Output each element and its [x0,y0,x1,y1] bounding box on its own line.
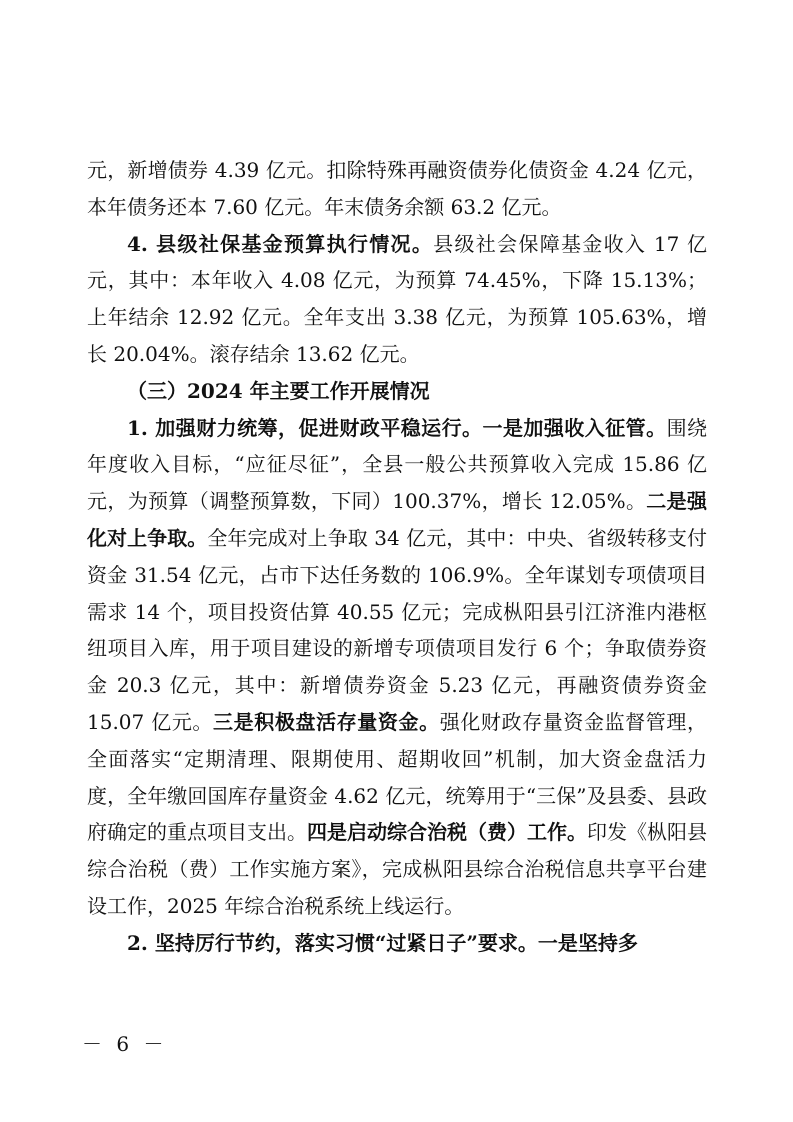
text-segment: 全年完成对上争取 34 亿元，其中：中央、省级转移支付资金 31.54 亿元，占市下达任务数的 106.9%。全年谋划专项债项目需求 14 个，项目投资估算 40.55 亿元；完成枞阳县引江济淮内港枢纽项目入库，用于项目建设的新增专项债项目发行 6 个；争取债券资金 20.3 亿元，其中：新增债券资金 5.23 亿元，再融资债券资金 15.07 亿元。 [87,525,708,734]
text-segment: 强化财政存量资金监督管理，全面落实“定期清理、限期使用、超期收回”机制，加大资金盘活力度，全年缴回国库存量资金 4.62 亿元，统筹用于“三保”及县委、县政府确定的重点项目支出。 [87,709,707,845]
text-segment: 印发《枞阳县综合治税（费）工作实施方案》，完成枞阳县综合治税信息共享平台建设工作，2025 年综合治税系统上线运行。 [87,820,707,918]
text-segment: 元，新增债券 4.39 亿元。扣除特殊再融资债券化债资金 4.24 亿元，本年债务还本 7.60 亿元。年末债务余额 63.2 亿元。 [87,158,707,219]
bold-text-segment: 1. 加强财力统筹，促进财政平稳运行。一是加强收入征管。 [127,415,667,440]
paragraph [87,410,707,925]
bold-text-segment: 三是积极盘活存量资金。 [213,709,440,734]
paragraph [87,152,707,226]
text-segment: 围绕年度收入目标，“应征尽征”，全县一般公共预算收入完成 15.86 亿元，为预算（调整预算数，下同）100.37%，增长 12.05%。 [87,415,708,514]
paragraph [87,925,707,962]
bold-text-segment: （三）2024 年主要工作开展情况 [127,378,430,403]
page-number: － 6 － [82,1032,168,1056]
bold-text-segment: 2. 坚持厉行节约，落实习惯“过紧日子”要求。一是坚持多 [127,930,638,955]
paragraph [87,226,707,373]
bold-text-segment: 二是强化对上争取。 [87,489,707,550]
paragraph [87,373,707,410]
text-segment: 县级社会保障基金收入 17 亿元，其中：本年收入 4.08 亿元，为预算 74.45%，下降 15.13%；上年结余 12.92 亿元。全年支出 3.38 亿元，为预算 105.63%，增长 20.04%。滚存结余 13.62 亿元。 [87,231,708,366]
bold-text-segment: 4. 县级社保基金预算执行情况。 [127,231,434,256]
document-body [87,152,707,962]
bold-text-segment: 四是启动综合治税（费）工作。 [307,820,587,845]
